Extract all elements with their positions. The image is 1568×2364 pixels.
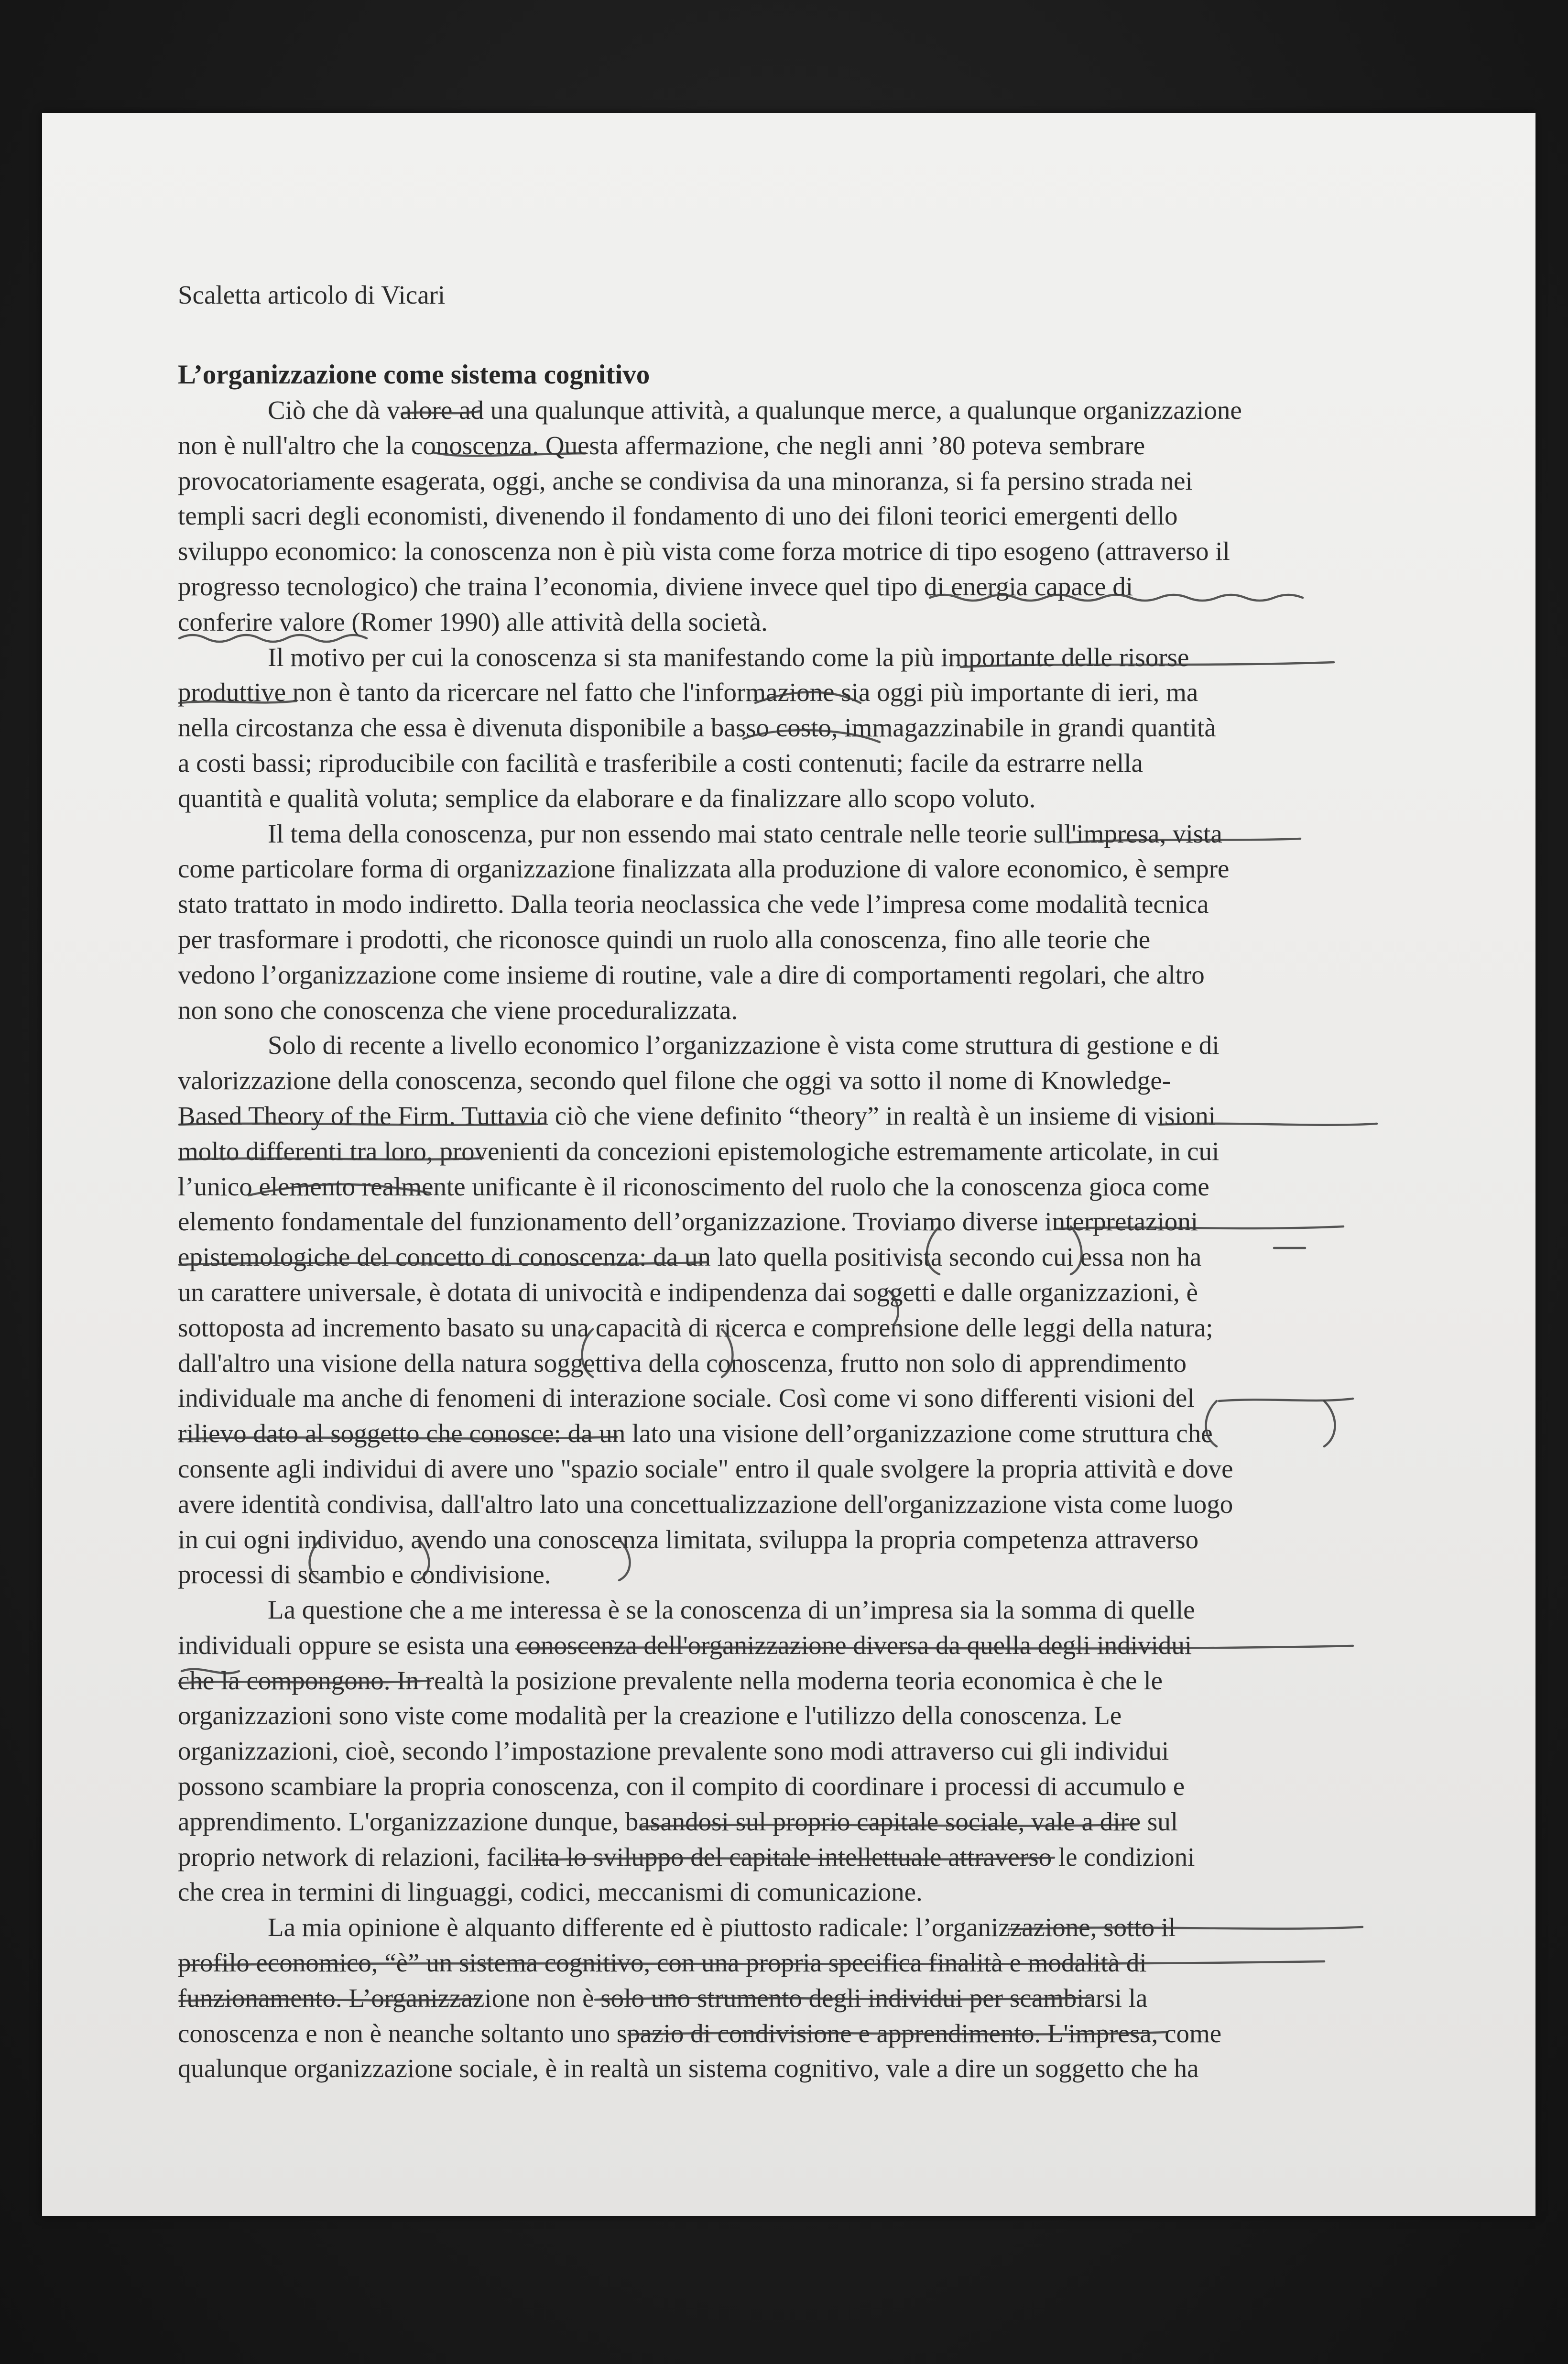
text-line: molto differenti tra loro, provenienti da concezioni epistemologiche estremamente articolate, in cui [178, 1136, 1220, 1166]
text-line: dall'altro una visione della natura soggettiva della conoscenza, frutto non solo di apprendimento [178, 1348, 1187, 1378]
text-line: progresso tecnologico) che traina l’economia, diviene invece quel tipo di energia capace di [178, 571, 1133, 601]
text-line: organizzazioni sono viste come modalità per la creazione e l'utilizzo della conoscenza. Le [178, 1701, 1122, 1730]
text-line: non sono che conoscenza che viene proceduralizzata. [178, 995, 738, 1025]
text-line: un carattere universale, è dotata di univocità e indipendenza dai soggetti e dalle organizzazioni, è [178, 1277, 1198, 1307]
text-line: organizzazioni, cioè, secondo l’impostazione prevalente sono modi attraverso cui gli individui [178, 1736, 1169, 1766]
text-line: come particolare forma di organizzazione finalizzata alla produzione di valore economico, è sempre [178, 854, 1230, 884]
text-line: rilievo dato al soggetto che conosce: da un lato una visione dell’organizzazione come struttura che [178, 1419, 1213, 1448]
text-line: vedono l’organizzazione come insieme di routine, vale a dire di comportamenti regolari, che altro [178, 960, 1205, 989]
text-line: funzionamento. L’organizzazione non è solo uno strumento degli individui per scambiarsi la [178, 1983, 1148, 2013]
text-line: Ciò che dà valore ad una qualunque attività, a qualunque merce, a qualunque organizzazione [268, 395, 1242, 425]
text-line: in cui ogni individuo, avendo una conoscenza limitata, sviluppa la propria competenza attraverso [178, 1524, 1199, 1554]
text-line: La questione che a me interessa è se la conoscenza di un’impresa sia la somma di quelle [268, 1595, 1195, 1625]
text-line: conferire valore (Romer 1990) alle attività della società. [178, 607, 768, 636]
text-line: a costi bassi; riproducibile con facilità e trasferibile a costi contenuti; facile da estrarre nella [178, 748, 1143, 777]
text-line: che la compongono. In realtà la posizione prevalente nella moderna teoria economica è che le [178, 1665, 1163, 1695]
text-line: proprio network di relazioni, facilita lo sviluppo del capitale intellettuale attraverso le condizioni [178, 1842, 1195, 1872]
text-line: che crea in termini di linguaggi, codici, meccanismi di comunicazione. [178, 1877, 923, 1907]
document-title: L’organizzazione come sistema cognitivo [178, 360, 650, 390]
text-line: per trasformare i prodotti, che riconosce quindi un ruolo alla conoscenza, fino alle teorie che [178, 924, 1151, 954]
text-line: provocatoriamente esagerata, oggi, anche se condivisa da una minoranza, si fa persino strada nei [178, 466, 1193, 495]
text-line: quantità e qualità voluta; semplice da elaborare e da finalizzare allo scopo voluto. [178, 783, 1036, 813]
text-line: consente agli individui di avere uno "spazio sociale" entro il quale svolgere la propria attività e dove [178, 1454, 1233, 1483]
text-line: Il tema della conoscenza, pur non essendo mai stato centrale nelle teorie sull'impresa, vista [268, 819, 1222, 848]
text-line: non è null'altro che la conoscenza. Questa affermazione, che negli anni ’80 poteva sembrare [178, 430, 1145, 460]
text-line: Il motivo per cui la conoscenza si sta manifestando come la più importante delle risorse [268, 642, 1189, 672]
text-line: l’unico elemento realmente unificante è il riconoscimento del ruolo che la conoscenza gioca come [178, 1171, 1209, 1201]
text-line: elemento fondamentale del funzionamento dell’organizzazione. Troviamo diverse interpretazioni [178, 1207, 1198, 1237]
text-line: Based Theory of the Firm. Tuttavia ciò che viene definito “theory” in realtà è un insieme di visioni [178, 1101, 1216, 1130]
text-line: La mia opinione è alquanto differente ed è piuttosto radicale: l’organizzazione, sotto il [268, 1913, 1176, 1942]
text-line: avere identità condivisa, dall'altro lato una concettualizzazione dell'organizzazione vista come luogo [178, 1489, 1233, 1519]
text-line: Solo di recente a livello economico l’organizzazione è vista come struttura di gestione e di [268, 1030, 1220, 1060]
text-line: possono scambiare la propria conoscenza, con il compito di coordinare i processi di accumulo e [178, 1772, 1185, 1801]
text-line: profilo economico, “è” un sistema cognitivo, con una propria specifica finalità e modalità di [178, 1948, 1147, 1978]
text-line: individuali oppure se esista una conoscenza dell'organizzazione diversa da quella degli individui [178, 1630, 1192, 1660]
text-line: sviluppo economico: la conoscenza non è più vista come forza motrice di tipo esogeno (attraverso il [178, 536, 1230, 566]
text-line: individuale ma anche di fenomeni di interazione sociale. Così come vi sono differenti visioni del [178, 1383, 1195, 1413]
text-line: qualunque organizzazione sociale, è in realtà un sistema cognitivo, vale a dire un soggetto che ha [178, 2054, 1199, 2083]
text-line: conoscenza e non è neanche soltanto uno spazio di condivisione e apprendimento. L'impresa, come [178, 2018, 1222, 2048]
document-header: Scaletta articolo di Vicari [178, 280, 446, 309]
text-line: templi sacri degli economisti, divenendo il fondamento di uno dei filoni teorici emergenti dello [178, 501, 1178, 531]
text-line: apprendimento. L'organizzazione dunque, basandosi sul proprio capitale sociale, vale a dire sul [178, 1806, 1178, 1836]
text-line: produttive non è tanto da ricercare nel fatto che l'informazione sia oggi più importante di ieri, ma [178, 678, 1198, 707]
text-line: nella circostanza che essa è divenuta disponibile a basso costo, immagazzinabile in grandi quantità [178, 713, 1216, 743]
text-line: processi di scambio e condivisione. [178, 1560, 551, 1589]
text-line: stato trattato in modo indiretto. Dalla teoria neoclassica che vede l’impresa come modalità tecnica [178, 889, 1209, 919]
text-line: sottoposta ad incremento basato su una capacità di ricerca e comprensione delle leggi della natura; [178, 1313, 1213, 1342]
text-line: valorizzazione della conoscenza, secondo quel filone che oggi va sotto il nome di Knowledge- [178, 1066, 1171, 1095]
document-body [178, 393, 1392, 2086]
text-line: epistemologiche del concetto di conoscenza: da un lato quella positivista secondo cui essa non ha [178, 1242, 1202, 1272]
